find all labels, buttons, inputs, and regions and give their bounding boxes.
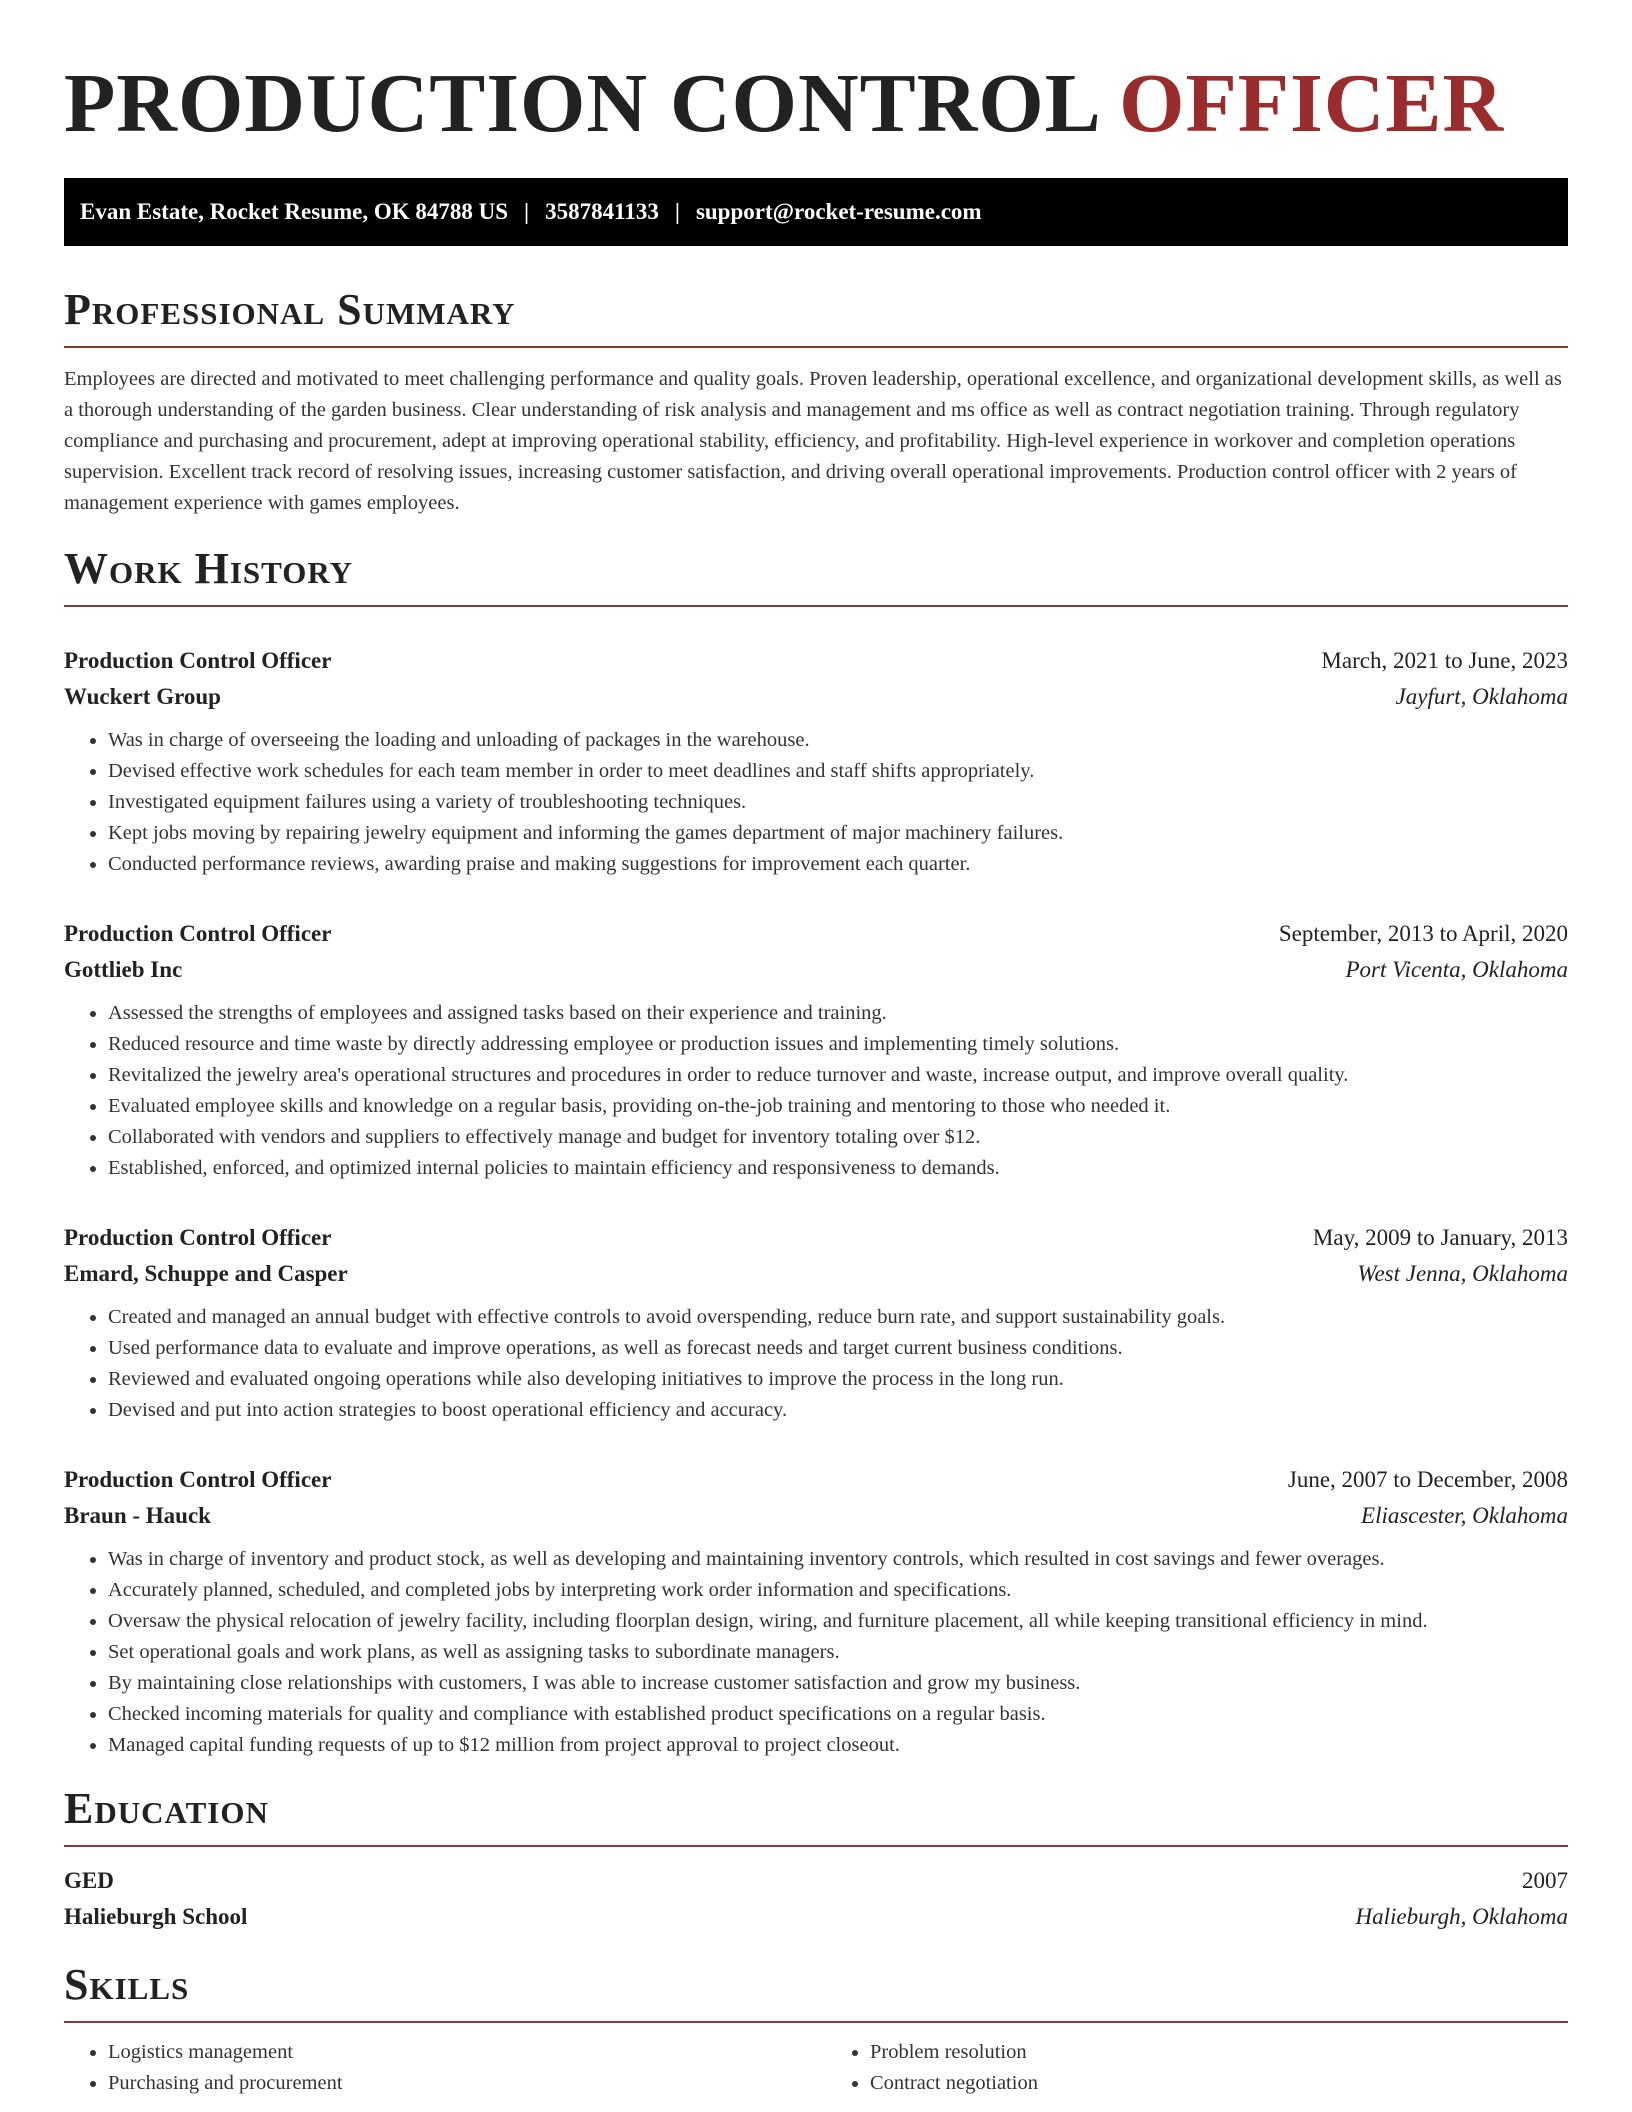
- job-location: West Jenna, Oklahoma: [1357, 1261, 1568, 1286]
- job-entry: [64, 916, 1568, 1184]
- job-bullet: • Devised effective work schedules for each team member in order to meet deadlines and staff shifts appropriately.: [108, 756, 1568, 787]
- education-location: Halieburgh, Oklahoma: [1355, 1904, 1568, 1929]
- job-entry: [64, 643, 1568, 880]
- section-title-education: Education: [64, 1784, 269, 1833]
- skill-item: • Contract negotiation: [870, 2068, 1568, 2099]
- work-history-section: [64, 543, 1568, 1761]
- job-dates: May, 2009 to January, 2013: [1312, 1225, 1568, 1250]
- skills-section: [64, 1959, 1568, 2099]
- contact-bar: [64, 178, 1568, 246]
- job-bullet: • Used performance data to evaluate and improve operations, as well as forecast needs and target current business conditions.: [108, 1333, 1568, 1364]
- section-title-skills: Skills: [64, 1960, 190, 2009]
- section-title-summary: Professional Summary: [64, 285, 516, 334]
- job-company: Braun - Hauck: [64, 1503, 211, 1528]
- job-bullet: • Managed capital funding requests of up to $12 million from project approval to project closeout.: [108, 1730, 1568, 1761]
- skill-item: • Purchasing and procurement: [108, 2068, 806, 2099]
- job-bullet: • Investigated equipment failures using a variety of troubleshooting techniques.: [108, 787, 1568, 818]
- job-dates: June, 2007 to December, 2008: [1287, 1467, 1568, 1492]
- job-bullet: • Reviewed and evaluated ongoing operations while also developing initiatives to improve the process in the long run.: [108, 1364, 1568, 1395]
- job-bullets: [64, 998, 1568, 1184]
- job-company-row: [64, 1498, 1568, 1534]
- job-company: Emard, Schuppe and Casper: [64, 1261, 348, 1286]
- education-row: [64, 1899, 1568, 1935]
- job-bullet: • Was in charge of overseeing the loading and unloading of packages in the warehouse.: [108, 725, 1568, 756]
- job-company-row: [64, 1256, 1568, 1292]
- title-accent: OFFICER: [1119, 57, 1505, 150]
- job-dates: March, 2021 to June, 2023: [1321, 648, 1568, 673]
- job-bullets: [64, 725, 1568, 880]
- education-entry: [64, 1863, 1568, 1935]
- job-dates: September, 2013 to April, 2020: [1278, 921, 1568, 946]
- job-location: Port Vicenta, Oklahoma: [1345, 957, 1568, 982]
- contact-separator: |: [524, 199, 530, 224]
- education-degree: GED: [64, 1868, 114, 1893]
- skill-item: • Logistics management: [108, 2037, 806, 2068]
- job-bullet: • By maintaining close relationships with customers, I was able to increase customer satisfaction and grow my business.: [108, 1668, 1568, 1699]
- job-bullets: [64, 1302, 1568, 1426]
- education-row: [64, 1863, 1568, 1899]
- job-title: Production Control Officer: [64, 648, 332, 673]
- job-company-row: [64, 952, 1568, 988]
- job-header-row: [64, 643, 1568, 679]
- job-bullet: • Accurately planned, scheduled, and completed jobs by interpreting work order information and specifications.: [108, 1575, 1568, 1606]
- job-bullet: • Revitalized the jewelry area's operational structures and procedures in order to reduce turnover and waste, increase output, and improve overall quality.: [108, 1060, 1568, 1091]
- section-divider: [64, 346, 1568, 348]
- job-company: Wuckert Group: [64, 684, 221, 709]
- summary-text: Employees are directed and motivated to meet challenging performance and quality goals. Proven leadership, operational excellence, and organizational development skills, as well as a thorough understanding of the garden business. Clear understanding of risk analysis and management and ms office as well as contract negotiation training. Through regulatory compliance and purchasing and procurement, adept at improving operational stability, efficiency, and profitability. High-level experience in workover and completion operations supervision. Excellent track record of resolving issues, increasing customer satisfaction, and driving overall operational improvements. Production control officer with 2 years of management experience with games employees.: [64, 368, 1562, 514]
- job-entry: [64, 1462, 1568, 1761]
- job-bullet: • Checked incoming materials for quality and compliance with established product specifications on a regular basis.: [108, 1699, 1568, 1730]
- job-header-row: [64, 1462, 1568, 1498]
- education-section: [64, 1783, 1568, 1935]
- education-year: 2007: [1522, 1868, 1568, 1893]
- job-bullet: • Kept jobs moving by repairing jewelry equipment and informing the games department of major machinery failures.: [108, 818, 1568, 849]
- skills-grid: [64, 2023, 1568, 2099]
- resume-title: [64, 0, 1568, 152]
- job-company: Gottlieb Inc: [64, 957, 183, 982]
- job-title: Production Control Officer: [64, 1225, 332, 1250]
- job-bullet: • Created and managed an annual budget with effective controls to avoid overspending, reduce burn rate, and support sustainability goals.: [108, 1302, 1568, 1333]
- skill-item: • Problem resolution: [870, 2037, 1568, 2068]
- job-entry: [64, 1220, 1568, 1426]
- skills-list-left: [64, 2037, 806, 2099]
- job-title: Production Control Officer: [64, 921, 332, 946]
- job-title: Production Control Officer: [64, 1467, 332, 1492]
- job-bullet: • Was in charge of inventory and product stock, as well as developing and maintaining inventory controls, which resulted in cost savings and fewer overages.: [108, 1544, 1568, 1575]
- job-bullet: • Conducted performance reviews, awarding praise and making suggestions for improvement each quarter.: [108, 849, 1568, 880]
- section-divider: [64, 605, 1568, 607]
- job-bullet: • Reduced resource and time waste by directly addressing employee or production issues and implementing timely solutions.: [108, 1029, 1568, 1060]
- job-header-row: [64, 916, 1568, 952]
- job-header-row: [64, 1220, 1568, 1256]
- title-main: PRODUCTION CONTROL: [64, 57, 1098, 150]
- job-bullets: [64, 1544, 1568, 1761]
- job-bullet: • Oversaw the physical relocation of jewelry facility, including floorplan design, wiring, and furniture placement, all while keeping transitional efficiency in mind.: [108, 1606, 1568, 1637]
- summary-section: [64, 284, 1568, 519]
- section-divider: [64, 1845, 1568, 1847]
- job-location: Eliascester, Oklahoma: [1361, 1503, 1568, 1528]
- contact-address: Evan Estate, Rocket Resume, OK 84788 US: [80, 199, 509, 224]
- section-title-work-history: Work History: [64, 544, 354, 593]
- contact-email: support@rocket-resume.com: [695, 199, 982, 224]
- job-bullet: • Evaluated employee skills and knowledge on a regular basis, providing on-the-job training and mentoring to those who needed it.: [108, 1091, 1568, 1122]
- job-bullet: • Collaborated with vendors and suppliers to effectively manage and budget for inventory totaling over $12.: [108, 1122, 1568, 1153]
- job-company-row: [64, 679, 1568, 715]
- contact-separator: |: [674, 199, 680, 224]
- jobs-list: [64, 643, 1568, 1761]
- job-bullet: • Devised and put into action strategies to boost operational efficiency and accuracy.: [108, 1395, 1568, 1426]
- job-bullet: • Established, enforced, and optimized internal policies to maintain efficiency and responsiveness to demands.: [108, 1153, 1568, 1184]
- job-location: Jayfurt, Oklahoma: [1395, 684, 1568, 709]
- job-bullet: • Assessed the strengths of employees and assigned tasks based on their experience and training.: [108, 998, 1568, 1029]
- skills-list-right: [826, 2037, 1568, 2099]
- job-bullet: • Set operational goals and work plans, as well as assigning tasks to subordinate managers.: [108, 1637, 1568, 1668]
- education-school: Halieburgh School: [64, 1904, 248, 1929]
- contact-phone: 3587841133: [545, 199, 659, 224]
